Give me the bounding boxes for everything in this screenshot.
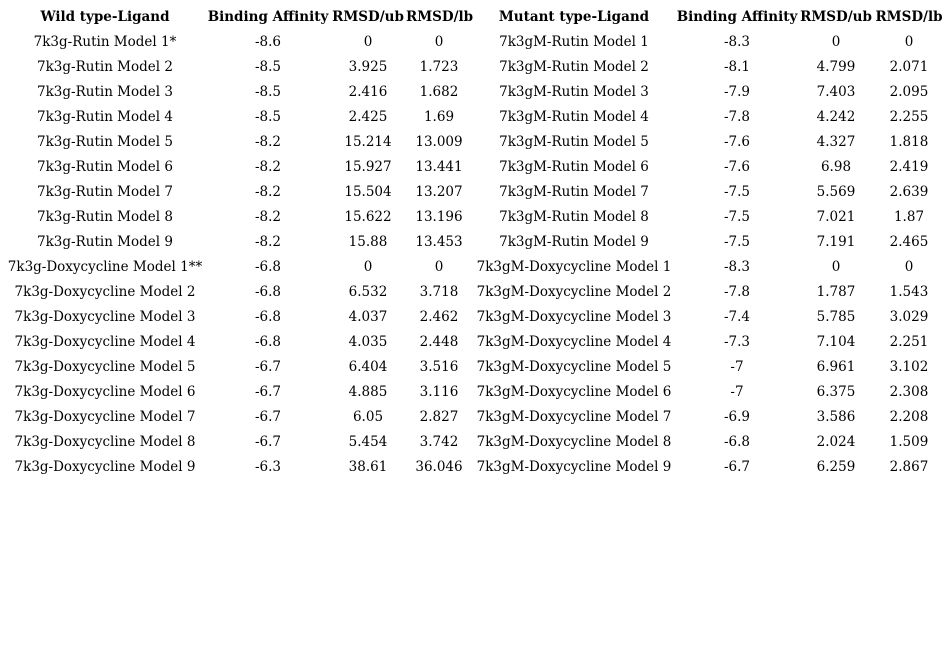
wild-ligand-cell: 7k3g-Doxycycline Model 8 [14,434,196,450]
wild-rmsd-ub-cell: 15.927 [344,159,392,175]
wild-ligand-cell: 7k3g-Rutin Model 8 [37,209,173,225]
mutant-affinity-cell: -6.8 [723,434,751,450]
mutant-affinity-cell: -7.5 [723,234,751,250]
wild-rmsd-ub-cell: 15.504 [344,184,392,200]
wild-rmsd-ub-cell: 6.05 [352,409,384,425]
table-body [4,30,944,480]
wild-rmsd-ub-cell: 2.416 [348,84,388,100]
wild-rmsd-ub-cell: 5.454 [348,434,388,450]
wild-ligand-cell: 7k3g-Doxycycline Model 3 [14,309,196,325]
wild-affinity-cell: -6.7 [254,434,282,450]
table-row [4,155,944,180]
wild-affinity-cell: -8.5 [254,59,282,75]
wild-ligand-cell: 7k3g-Rutin Model 7 [37,184,173,200]
wild-affinity-cell: -8.2 [254,134,282,150]
wild-affinity-cell: -6.7 [254,384,282,400]
mutant-ligand-cell: 7k3gM-Rutin Model 7 [499,184,649,200]
wild-ligand-cell: 7k3g-Doxycycline Model 4 [14,334,196,350]
mutant-rmsd-ub-cell: 6.375 [816,384,856,400]
mutant-rmsd-ub-cell: 6.961 [816,359,856,375]
wild-affinity-cell: -6.7 [254,409,282,425]
mutant-rmsd-ub-cell: 0 [831,259,841,275]
mutant-rmsd-lb-cell: 3.029 [889,309,929,325]
wild-rmsd-lb-cell: 13.196 [415,209,463,225]
mutant-rmsd-ub-cell: 4.799 [816,59,856,75]
table-row [4,330,944,355]
mutant-rmsd-ub-cell: 6.259 [816,459,856,475]
mutant-rmsd-lb-cell: 2.255 [889,109,929,125]
mutant-affinity-cell: -7.6 [723,134,751,150]
mutant-rmsd-ub-cell: 3.586 [816,409,856,425]
mutant-rmsd-lb-cell: 2.095 [889,84,929,100]
mutant-ligand-cell: 7k3gM-Doxycycline Model 1 [476,259,672,275]
wild-ligand-cell: 7k3g-Doxycycline Model 1** [7,259,203,275]
mutant-affinity-cell: -7.3 [723,334,751,350]
table-row [4,280,944,305]
header-mutant-affinity: Binding Affinity [676,9,798,25]
mutant-affinity-cell: -7 [730,359,744,375]
header-wild-rmsd-lb: RMSD/lb [406,9,474,25]
mutant-affinity-cell: -7.5 [723,184,751,200]
wild-rmsd-ub-cell: 0 [363,259,373,275]
table-row [4,130,944,155]
mutant-ligand-cell: 7k3gM-Rutin Model 9 [499,234,649,250]
mutant-ligand-cell: 7k3gM-Rutin Model 8 [499,209,649,225]
mutant-rmsd-lb-cell: 0 [904,34,914,50]
mutant-ligand-cell: 7k3gM-Rutin Model 3 [499,84,649,100]
mutant-ligand-cell: 7k3gM-Rutin Model 5 [499,134,649,150]
table-row [4,105,944,130]
wild-rmsd-ub-cell: 4.035 [348,334,388,350]
wild-affinity-cell: -6.8 [254,309,282,325]
mutant-affinity-cell: -8.1 [723,59,751,75]
mutant-rmsd-lb-cell: 2.419 [889,159,929,175]
mutant-affinity-cell: -7 [730,384,744,400]
mutant-rmsd-lb-cell: 2.465 [889,234,929,250]
wild-rmsd-lb-cell: 0 [434,259,444,275]
mutant-affinity-cell: -8.3 [723,34,751,50]
mutant-ligand-cell: 7k3gM-Doxycycline Model 7 [476,409,672,425]
wild-ligand-cell: 7k3g-Rutin Model 6 [37,159,173,175]
wild-affinity-cell: -6.3 [254,459,282,475]
wild-ligand-cell: 7k3g-Doxycycline Model 2 [14,284,196,300]
wild-rmsd-ub-cell: 2.425 [348,109,388,125]
wild-rmsd-lb-cell: 0 [434,34,444,50]
mutant-ligand-cell: 7k3gM-Rutin Model 6 [499,159,649,175]
table-row [4,30,944,55]
header-wild-ligand: Wild type-Ligand [40,9,170,25]
wild-rmsd-lb-cell: 1.682 [419,84,459,100]
mutant-rmsd-lb-cell: 1.509 [889,434,929,450]
wild-affinity-cell: -6.8 [254,334,282,350]
table-row [4,80,944,105]
wild-affinity-cell: -8.6 [254,34,282,50]
table-row [4,455,944,480]
header-row [4,5,944,30]
mutant-ligand-cell: 7k3gM-Doxycycline Model 9 [476,459,672,475]
wild-rmsd-lb-cell: 3.516 [419,359,459,375]
mutant-rmsd-lb-cell: 2.867 [889,459,929,475]
table-row [4,355,944,380]
mutant-ligand-cell: 7k3gM-Doxycycline Model 3 [476,309,672,325]
wild-rmsd-lb-cell: 13.441 [415,159,463,175]
mutant-affinity-cell: -7.8 [723,109,751,125]
header-wild-affinity: Binding Affinity [207,9,329,25]
wild-affinity-cell: -6.8 [254,284,282,300]
wild-rmsd-lb-cell: 2.448 [419,334,459,350]
mutant-rmsd-ub-cell: 5.785 [816,309,856,325]
mutant-affinity-cell: -7.9 [723,84,751,100]
table-row [4,180,944,205]
mutant-affinity-cell: -7.6 [723,159,751,175]
wild-rmsd-ub-cell: 15.88 [348,234,388,250]
mutant-rmsd-ub-cell: 4.327 [816,134,856,150]
wild-affinity-cell: -8.5 [254,109,282,125]
mutant-ligand-cell: 7k3gM-Rutin Model 4 [499,109,649,125]
mutant-ligand-cell: 7k3gM-Doxycycline Model 8 [476,434,672,450]
mutant-rmsd-ub-cell: 5.569 [816,184,856,200]
wild-affinity-cell: -6.7 [254,359,282,375]
wild-affinity-cell: -8.2 [254,159,282,175]
mutant-rmsd-ub-cell: 7.403 [816,84,856,100]
wild-rmsd-lb-cell: 13.453 [415,234,463,250]
wild-ligand-cell: 7k3g-Rutin Model 5 [37,134,173,150]
mutant-rmsd-ub-cell: 4.242 [816,109,856,125]
mutant-ligand-cell: 7k3gM-Rutin Model 2 [499,59,649,75]
mutant-rmsd-ub-cell: 0 [831,34,841,50]
wild-rmsd-lb-cell: 3.116 [419,384,459,400]
mutant-affinity-cell: -6.9 [723,409,751,425]
wild-rmsd-ub-cell: 4.885 [348,384,388,400]
wild-affinity-cell: -8.5 [254,84,282,100]
wild-rmsd-lb-cell: 1.723 [419,59,459,75]
wild-ligand-cell: 7k3g-Rutin Model 9 [37,234,173,250]
wild-rmsd-lb-cell: 2.462 [419,309,459,325]
mutant-affinity-cell: -7.8 [723,284,751,300]
mutant-rmsd-ub-cell: 2.024 [816,434,856,450]
wild-rmsd-ub-cell: 4.037 [348,309,388,325]
mutant-ligand-cell: 7k3gM-Doxycycline Model 5 [476,359,672,375]
mutant-ligand-cell: 7k3gM-Doxycycline Model 2 [476,284,672,300]
mutant-rmsd-lb-cell: 2.208 [889,409,929,425]
mutant-rmsd-ub-cell: 1.787 [816,284,856,300]
wild-rmsd-lb-cell: 13.009 [415,134,463,150]
mutant-affinity-cell: -8.3 [723,259,751,275]
header-wild-rmsd-ub: RMSD/ub [332,9,404,25]
wild-ligand-cell: 7k3g-Doxycycline Model 6 [14,384,196,400]
wild-rmsd-lb-cell: 2.827 [419,409,459,425]
header-mutant-rmsd-ub: RMSD/ub [800,9,872,25]
mutant-rmsd-lb-cell: 2.071 [889,59,929,75]
wild-rmsd-ub-cell: 0 [363,34,373,50]
mutant-ligand-cell: 7k3gM-Doxycycline Model 6 [476,384,672,400]
wild-rmsd-ub-cell: 15.622 [344,209,392,225]
wild-affinity-cell: -8.2 [254,184,282,200]
table-row [4,305,944,330]
mutant-rmsd-ub-cell: 7.104 [816,334,856,350]
mutant-rmsd-lb-cell: 1.87 [893,209,925,225]
mutant-rmsd-lb-cell: 0 [904,259,914,275]
wild-rmsd-ub-cell: 6.404 [348,359,388,375]
wild-affinity-cell: -6.8 [254,259,282,275]
mutant-rmsd-lb-cell: 3.102 [889,359,929,375]
wild-rmsd-ub-cell: 38.61 [348,459,388,475]
header-mutant-rmsd-lb: RMSD/lb [875,9,943,25]
wild-rmsd-lb-cell: 3.742 [419,434,459,450]
mutant-affinity-cell: -7.5 [723,209,751,225]
wild-rmsd-lb-cell: 1.69 [423,109,455,125]
table-row [4,230,944,255]
header-mutant-ligand: Mutant type-Ligand [498,9,650,25]
mutant-rmsd-lb-cell: 2.639 [889,184,929,200]
mutant-rmsd-lb-cell: 2.308 [889,384,929,400]
mutant-rmsd-lb-cell: 1.543 [889,284,929,300]
mutant-ligand-cell: 7k3gM-Rutin Model 1 [499,34,649,50]
wild-affinity-cell: -8.2 [254,209,282,225]
docking-results-table [4,5,944,480]
table-row [4,380,944,405]
table-row [4,55,944,80]
mutant-rmsd-ub-cell: 6.98 [820,159,852,175]
mutant-rmsd-ub-cell: 7.191 [816,234,856,250]
mutant-affinity-cell: -7.4 [723,309,751,325]
wild-affinity-cell: -8.2 [254,234,282,250]
mutant-rmsd-ub-cell: 7.021 [816,209,856,225]
wild-ligand-cell: 7k3g-Rutin Model 2 [37,59,173,75]
wild-rmsd-lb-cell: 3.718 [419,284,459,300]
wild-ligand-cell: 7k3g-Rutin Model 4 [37,109,173,125]
mutant-rmsd-lb-cell: 1.818 [889,134,929,150]
wild-ligand-cell: 7k3g-Rutin Model 3 [37,84,173,100]
mutant-ligand-cell: 7k3gM-Doxycycline Model 4 [476,334,672,350]
table-row [4,405,944,430]
wild-rmsd-ub-cell: 3.925 [348,59,388,75]
table-row [4,430,944,455]
wild-rmsd-ub-cell: 6.532 [348,284,388,300]
wild-rmsd-lb-cell: 36.046 [415,459,463,475]
table-row [4,255,944,280]
wild-ligand-cell: 7k3g-Rutin Model 1* [33,34,177,50]
wild-ligand-cell: 7k3g-Doxycycline Model 9 [14,459,196,475]
mutant-affinity-cell: -6.7 [723,459,751,475]
wild-rmsd-lb-cell: 13.207 [415,184,463,200]
table-row [4,205,944,230]
wild-ligand-cell: 7k3g-Doxycycline Model 5 [14,359,196,375]
wild-rmsd-ub-cell: 15.214 [344,134,392,150]
mutant-rmsd-lb-cell: 2.251 [889,334,929,350]
wild-ligand-cell: 7k3g-Doxycycline Model 7 [14,409,196,425]
